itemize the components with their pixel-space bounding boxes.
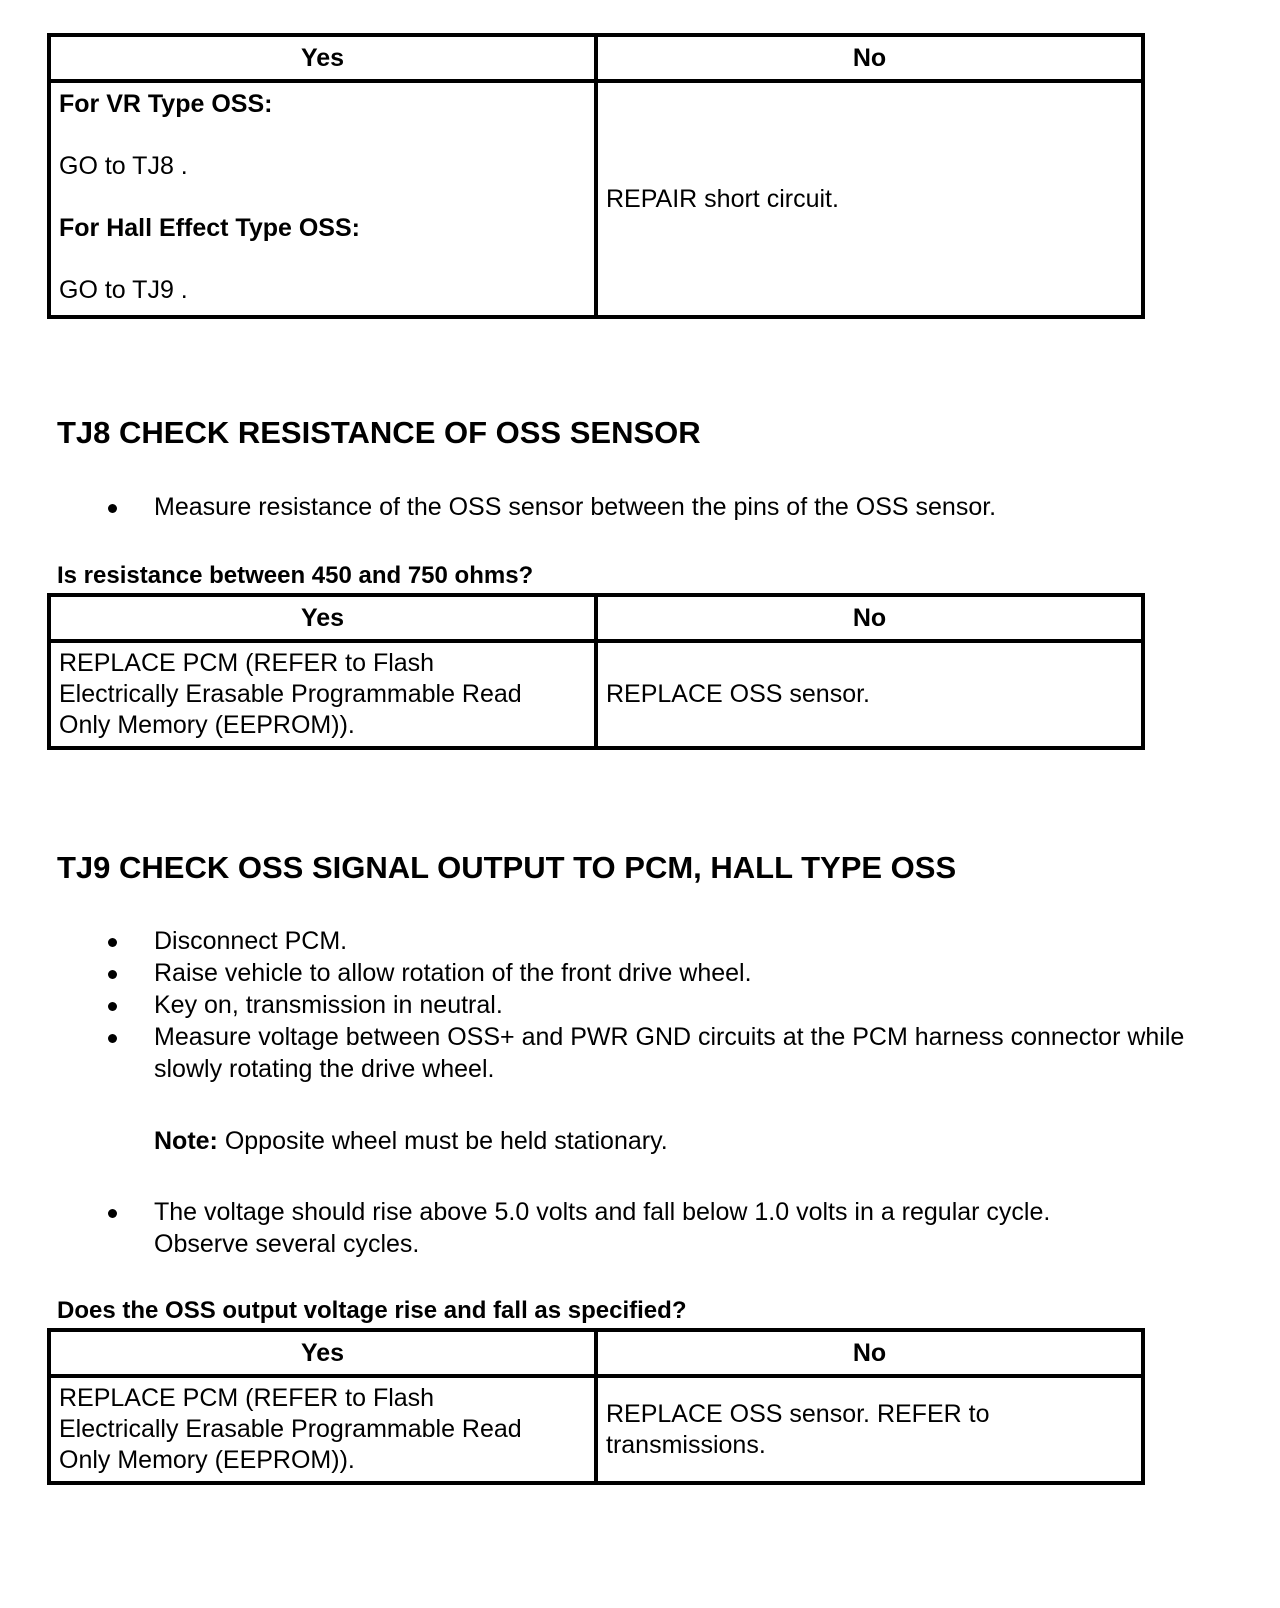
tj9-steps-list xyxy=(0,925,1280,1085)
section-heading-tj9: TJ9 CHECK OSS SIGNAL OUTPUT TO PCM, HALL TYPE OSS xyxy=(57,850,957,885)
list-item: The voltage should rise above 5.0 volts and fall below 1.0 volts in a regular cycle. Observe several cycles. xyxy=(0,1196,1280,1260)
note-label: Note: xyxy=(154,1127,218,1155)
decision-table-tj8 xyxy=(47,593,1145,750)
note xyxy=(154,1125,668,1157)
list-item: Measure voltage between OSS+ and PWR GND circuits at the PCM harness connector while slowly rotating the drive wheel. xyxy=(0,1021,1280,1085)
tj9-question: Does the OSS output voltage rise and fall as specified? xyxy=(57,1297,687,1324)
yes-cell xyxy=(49,81,596,317)
column-header-no: No xyxy=(596,35,1143,81)
note-text: Opposite wheel must be held stationary. xyxy=(217,1127,668,1155)
column-header-yes: Yes xyxy=(49,35,596,81)
tj9-steps-list-continued xyxy=(0,1196,1280,1260)
decision-table-tj9 xyxy=(47,1328,1145,1485)
goto-tj9-link[interactable]: GO to TJ9 . xyxy=(59,276,188,304)
tj8-question: Is resistance between 450 and 750 ohms? xyxy=(57,562,534,589)
bullet-icon xyxy=(108,938,117,947)
bullet-icon xyxy=(108,1034,117,1043)
decision-table-previous-step xyxy=(47,33,1145,319)
vr-type-label: For VR Type OSS: xyxy=(59,90,273,118)
list-item: Measure resistance of the OSS sensor between the pins of the OSS sensor. xyxy=(0,491,1280,523)
no-cell: REPLACE OSS sensor. REFER to transmissions. xyxy=(596,1376,1143,1483)
list-item: Disconnect PCM. xyxy=(0,925,1280,957)
goto-tj8-link[interactable]: GO to TJ8 . xyxy=(59,152,188,180)
bullet-icon xyxy=(108,1002,117,1011)
column-header-yes: Yes xyxy=(49,1330,596,1376)
no-cell: REPLACE OSS sensor. xyxy=(596,641,1143,748)
yes-cell: REPLACE PCM (REFER to Flash Electrically Erasable Programmable Read Only Memory (EEPROM)). xyxy=(49,1376,596,1483)
column-header-no: No xyxy=(596,1330,1143,1376)
list-item: Key on, transmission in neutral. xyxy=(0,989,1280,1021)
hall-type-label: For Hall Effect Type OSS: xyxy=(59,214,360,242)
bullet-icon xyxy=(108,970,117,979)
list-item: Raise vehicle to allow rotation of the front drive wheel. xyxy=(0,957,1280,989)
column-header-no: No xyxy=(596,595,1143,641)
column-header-yes: Yes xyxy=(49,595,596,641)
bullet-icon xyxy=(108,504,117,513)
section-heading-tj8: TJ8 CHECK RESISTANCE OF OSS SENSOR xyxy=(57,415,701,450)
no-cell: REPAIR short circuit. xyxy=(596,81,1143,317)
bullet-icon xyxy=(108,1209,117,1218)
tj8-steps-list xyxy=(0,491,1280,523)
yes-cell: REPLACE PCM (REFER to Flash Electrically Erasable Programmable Read Only Memory (EEPROM)). xyxy=(49,641,596,748)
